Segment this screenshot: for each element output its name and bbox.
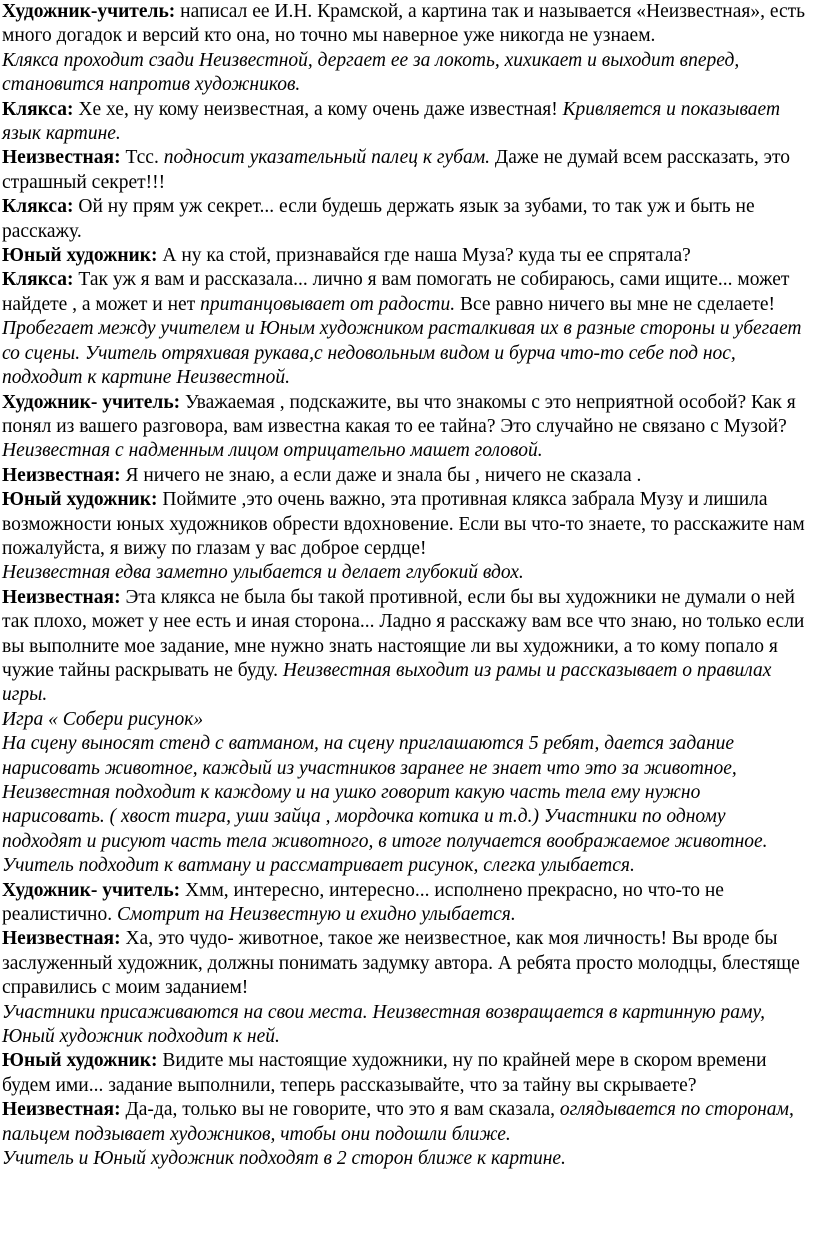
script-paragraph bbox=[2, 854, 806, 878]
dialogue-text: Видите мы настоящие художники, ну по крайней мере в скором времени будем ими... задание выполнили, теперь рассказывайте, что за тайну вы скрываете? bbox=[2, 1050, 767, 1096]
dialogue-text: Хе хе, ну кому неизвестная, а кому очень даже известная! bbox=[73, 98, 563, 120]
stage-direction: На сцену выносят стенд с ватманом, на сцену приглашаются 5 ребят, дается задание нарисовать животное, каждый из участников заранее не знает что это за животное, Неизвестная подходит к каждому и на ушко говорит какую часть тела ему нужно нарисовать. ( хвост тигра, уши зайца , мордочка котика и т.д.) Участники по одному подходят и рисуют часть тела животного, в итоге получается воображаемое животное. bbox=[2, 733, 768, 852]
script-paragraph bbox=[2, 561, 806, 585]
stage-direction: Кривляется и показывает язык картине. bbox=[2, 98, 781, 145]
speaker-label: Художник-учитель: bbox=[2, 1, 176, 22]
dialogue-text: Хмм, интересно, интересно... исполнено прекрасно, но что-то не реалистично. bbox=[2, 879, 724, 926]
dialogue-text: А ну ка стой, признавайся где наша Муза? куда ты ее спрятала? bbox=[157, 245, 691, 267]
speaker-label: Клякса: bbox=[2, 196, 74, 218]
dialogue-text: Ой ну прям уж секрет... если будешь держать язык за зубами, то так уж и быть не расскажу. bbox=[2, 196, 755, 242]
script-paragraph bbox=[2, 195, 806, 244]
dialogue-text: Так уж я вам и рассказала... лично я вам помогать не собираюсь, сами ищите... может найдете , а может и нет bbox=[2, 269, 790, 315]
stage-direction: пританцовывает от радости. bbox=[200, 293, 456, 315]
dialogue-text: написал ее И.Н. Крамской, а картина так и называется «Неизвестная», есть много догадок и версий кто она, но точно мы наверное уже никогда не узнаем. bbox=[2, 1, 806, 47]
script-paragraph bbox=[2, 927, 806, 1000]
dialogue-text: Тсс. bbox=[120, 147, 164, 169]
dialogue-text: Ха, это чудо- животное, такое же неизвестное, как моя личность! Вы вроде бы заслуженный художник, должны понимать задумку автора. А ребята просто молодцы, блестяще справились с моим заданием! bbox=[2, 928, 800, 999]
speaker-label: Клякса: bbox=[2, 269, 74, 291]
stage-direction: Неизвестная выходит из рамы и рассказывает о правилах игры. bbox=[2, 659, 772, 706]
script-paragraph bbox=[2, 1147, 806, 1171]
speaker-label: Художник- учитель: bbox=[2, 879, 181, 901]
stage-direction: Клякса проходит сзади Неизвестной, дергает ее за локоть, хихикает и выходит вперед, становится напротив художников. bbox=[2, 49, 740, 96]
script-paragraph bbox=[2, 1001, 806, 1050]
dialogue-text: Поймите ,это очень важно, эта противная клякса забрала Музу и лишила возможности юных художников обрести вдохновение. Если вы что-то знаете, то расскажите нам пожалуйста, я вижу по глазам у вас доброе сердце! bbox=[2, 489, 805, 559]
script-paragraph bbox=[2, 439, 806, 463]
stage-direction: Игра « Собери рисунок» bbox=[2, 708, 204, 730]
script-paragraph bbox=[2, 268, 806, 390]
speaker-label: Юный художник: bbox=[2, 489, 158, 511]
stage-direction: Смотрит на Неизвестную и ехидно улыбается. bbox=[117, 904, 516, 926]
speaker-label: Неизвестная: bbox=[2, 464, 121, 486]
script-paragraph bbox=[2, 488, 806, 561]
speaker-label: Клякса: bbox=[2, 98, 74, 120]
dialogue-text: Все равно ничего вы мне не сделаете! bbox=[455, 293, 775, 315]
script-paragraph bbox=[2, 1049, 806, 1098]
script-paragraph bbox=[2, 146, 806, 195]
script-paragraph bbox=[2, 464, 806, 488]
speaker-label: Юный художник: bbox=[2, 1050, 158, 1072]
dialogue-text: Да-да, только вы не говорите, что это я вам сказала, bbox=[120, 1099, 560, 1121]
stage-direction: оглядывается по сторонам, пальцем подзывает художников, чтобы они подошли ближе. bbox=[2, 1099, 794, 1145]
script-paragraph bbox=[2, 244, 806, 268]
dialogue-text: Даже не думай всем рассказать, это страшный секрет!!! bbox=[2, 147, 790, 193]
speaker-label: Неизвестная: bbox=[2, 928, 121, 950]
dialogue-text: Уважаемая , подскажите, вы что знакомы с это неприятной особой? Как я понял из вашего разговора, вам известна какая то ее тайна? Это случайно не связано с Музой? bbox=[2, 391, 796, 437]
stage-direction: Пробегает между учителем и Юным художником расталкивая их в разные стороны и убегает со сцены. Учитель отряхивая рукава,с недовольным видом и бурча что-то себе под нос, подходит к картине Неизвестной. bbox=[2, 318, 802, 389]
stage-direction: Неизвестная с надменным лицом отрицательно машет головой. bbox=[2, 440, 543, 462]
stage-direction: Учитель подходит к ватману и рассматривает рисунок, слегка улыбается. bbox=[2, 855, 635, 877]
script-paragraph bbox=[2, 391, 806, 440]
stage-direction: Неизвестная едва заметно улыбается и делает глубокий вдох. bbox=[2, 562, 524, 584]
speaker-label: Неизвестная: bbox=[2, 147, 121, 169]
script-paragraph bbox=[2, 0, 806, 49]
dialogue-text: Я ничего не знаю, а если даже и знала бы , ничего не сказала . bbox=[120, 464, 642, 486]
speaker-label: Художник- учитель: bbox=[2, 391, 181, 413]
script-paragraph bbox=[2, 98, 806, 147]
speaker-label: Неизвестная: bbox=[2, 1099, 121, 1121]
stage-direction: Участники присаживаются на свои места. Неизвестная возвращается в картинную раму, Юный художник подходит к ней. bbox=[2, 1001, 766, 1048]
script-paragraph bbox=[2, 732, 806, 854]
script-paragraph bbox=[2, 586, 806, 708]
script-paragraph bbox=[2, 49, 806, 98]
speaker-label: Юный художник: bbox=[2, 245, 158, 267]
stage-direction: подносит указательный палец к губам. bbox=[163, 147, 491, 169]
speaker-label: Неизвестная: bbox=[2, 586, 121, 608]
script-paragraph bbox=[2, 879, 806, 928]
script-paragraph bbox=[2, 708, 806, 732]
script-paragraph bbox=[2, 1098, 806, 1147]
stage-direction: Учитель и Юный художник подходят в 2 сторон ближе к картине. bbox=[2, 1148, 566, 1170]
dialogue-text: Эта клякса не была бы такой противной, если бы вы художники не думали о ней так плохо, может у нее есть и иная сторона... Ладно я расскажу вам все что знаю, но только если вы выполните мое задание, мне нужно знать настоящие ли вы художники, а то кому попало я чужие тайны раскрывать не буду. bbox=[2, 586, 805, 681]
